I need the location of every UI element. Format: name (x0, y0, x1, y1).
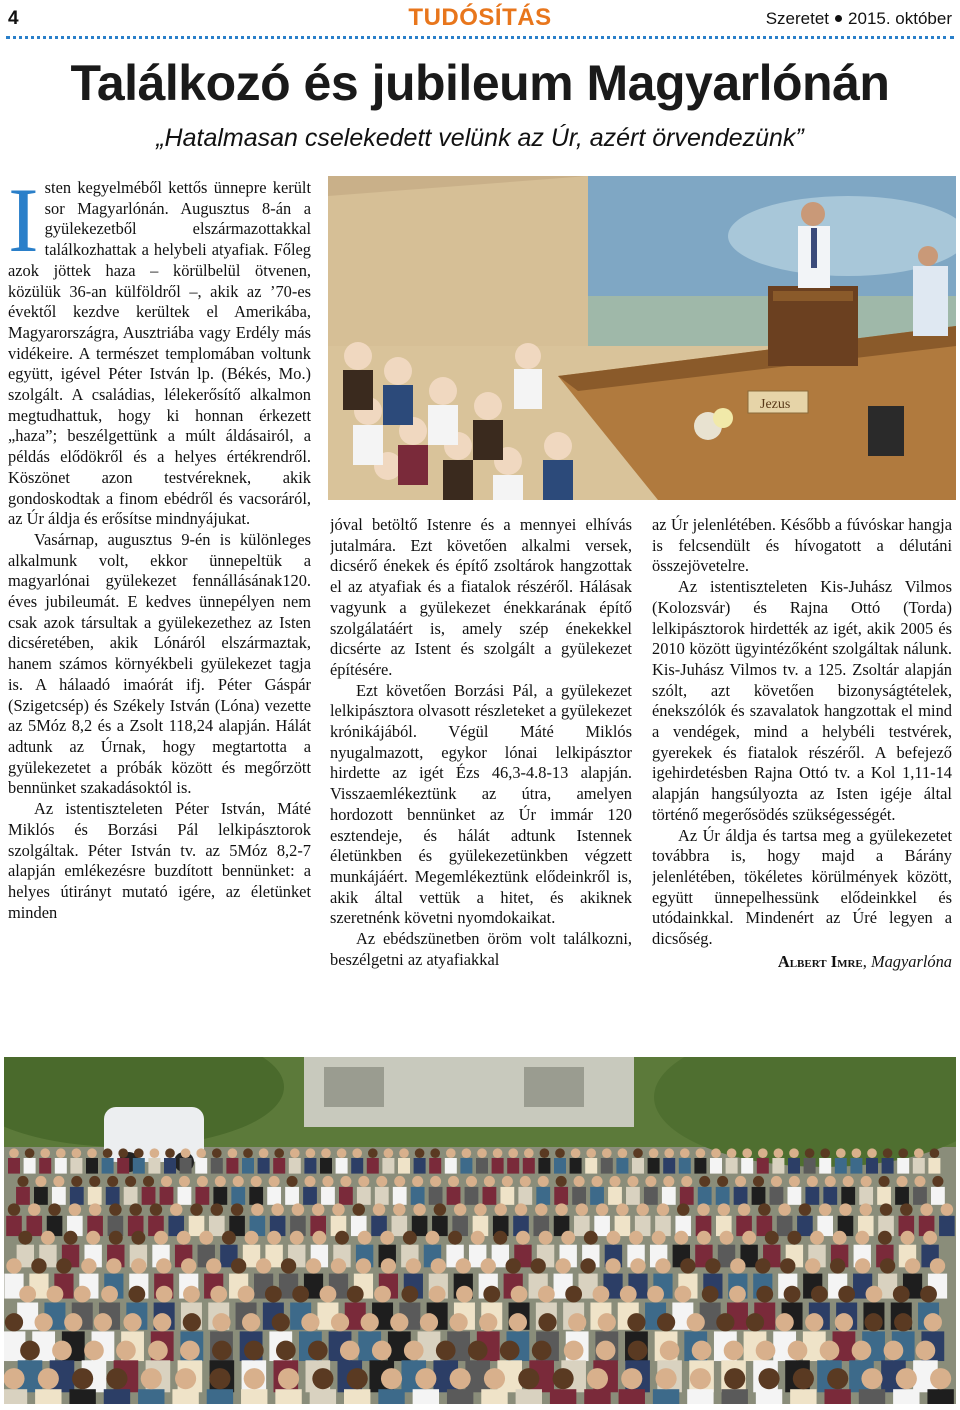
paragraph: Az ebédszünetben öröm volt találkozni, beszélgetni az atyafiakkal (330, 929, 632, 969)
group-photo (4, 1057, 956, 1404)
text-column-1 (8, 178, 311, 1048)
paragraph: Az istentiszteleten Kis-Juhász Vilmos (Kolozsvár) és Rajna Ottó (Torda) lelkipásztorok hirdették az igét, akik 2005 és 2010 között ügyintézőként szolgáltak nálunk. Kis-Juhász Vilmos tv. a 125. Zsoltár alapján szólt, azt követően bizonyságtételek, énekszólók és szavalatok hangzottak el mind a vendégek, mind a helybéli testvérek, gyerekek és fiatalok részéről. A befejező igehirdetésben Rajna Ottó tv. a Kol 1,11-14 alapján hangsúlyozta az Isten igéje által történő megerősödés szükségességét. (652, 577, 952, 824)
publication-name: Szeretet (765, 9, 830, 28)
paragraph: sten kegyelméből kettős ünnepre került sor Magyarlónán. Augusztus 8-án a gyülekezetből elszármazottakkal találkozhattak a helybeli atyafiak. Főleg azok jöttek haza – körülbelül ötvenen, közülük 36-an külföldről –, akik az ’70-es évektől kezdve kerültek el Amerikába, Magyarországra, Ausztriába vagy Erdély más vidékeire. A természet templomában voltunk együtt, igével Péter István lp. (Békés, Mo.) szolgált. A családias, lélekerősítő alkalmon megtudhattuk, hogy ki honnan érkezett „haza”; beszélgettünk a múlt áldásairól, a példás elődökről és a helyes értékrendről. Köszönet azon testvéreknek, akik gondoskodtak a finom ebédről és vacsoráról, az Úr áldja és erősítse mindnyájukat. (8, 178, 311, 529)
banner-text: Jezus (760, 397, 791, 412)
paragraph: Az istentiszteleten Péter István, Máté Miklós és Borzási Pál lelkipásztorok szolgáltak. Péter István tv. az 5Móz 8,2-7 alapján emlékezésre buzdított bennünket: a helyes útirányt mutató igére, az életünket minden (8, 799, 311, 922)
author-name: Albert Imre (777, 951, 863, 971)
paragraph: Vasárnap, augusztus 9-én is különleges alkalmunk volt, ekkor ünnepeltük a magyarlónai gyülekezet fennállásának120. éves jubileumát. E kedves ünnepélyen nem csak azok társultak a gyülekezethez az Isten dicséretében, akik Lónáról elszármaztak, hanem számos környékbeli gyülekezet tagja is. A hálaadó imaórát ifj. Péter Gáspár (Szigetcsép) és Székely István (Lóna) vezette az 5Móz 8,2 és a Zsolt 118,24 alapján. Hálát adtunk az Úrnak, hogy megtartotta a gyülekezetet a próbák között és megőrzött bennünket szakadásoktól is. (8, 529, 311, 798)
section-label: TUDÓSÍTÁS (408, 4, 552, 31)
paragraph: az Úr jelenlétében. Később a fúvóskar hangja is felcsendült és hívogatott a délutáni összejövetelre. (652, 515, 952, 576)
paragraph: jóval betöltő Istenre és a mennyei elhívás jutalmára. Ezt követően alkalmi versek, dicsérő énekek és építő zsoltárok hangzottak el az atyafiak és a fiatalok részéről. Hálásak vagyunk a gyülekezet énekkarának építő szolgálatáért is, amely szép énekekkel dicsérte az Istent és szolgált a gyülekezet építésére. (330, 515, 632, 679)
separator-dot (835, 15, 842, 22)
text-column-2 (330, 515, 632, 1050)
page-header (0, 0, 960, 40)
drop-cap: I (8, 178, 39, 271)
church-interior-photo (328, 176, 956, 500)
issue-info (766, 9, 952, 29)
author-place: Magyarlóna (870, 951, 952, 971)
article-title: Találkozó és jubileum Magyarlónán (70, 55, 890, 111)
author-signature: Albert Imre, Magyarlóna (777, 951, 952, 971)
paragraph: Ezt követően Borzási Pál, a gyülekezet lelkipásztora olvasott részleteket a gyülekezet krónikájából. Végül Máté Miklós nyugalmazott, egykor lónai lelkipásztor hirdette az igét Ézs 46,3-4.8-13 alapján. Visszaemlékeztünk az útra, amelyen hordozott bennünket az Úr immár 120 esztendeje, és hálát adtunk Istennek életünkben és gyülekezetünkben végzett munkájáért. Megemlékeztünk elődeinkről is, akik által vettük a hitet, és akiknek szeretnénk követni nyomdokaikat. (330, 680, 632, 928)
paragraph: Az Úr áldja és tartsa meg a gyülekezetet továbbra is, hogy majd a Bárány jelenlétében, tökéletes körülmények között, együtt ünnepelhessünk elődeinkkel és utódainkkal. Mindenért az Úré legyen a dicsőség. (652, 825, 952, 949)
page-number: 4 (8, 8, 19, 29)
header-divider (6, 36, 954, 39)
text-column-3 (652, 515, 952, 1050)
issue-date: 2015. október (848, 9, 952, 28)
article-subtitle: „Hatalmasan cselekedett velünk az Úr, azért örvendezünk” (156, 124, 804, 152)
